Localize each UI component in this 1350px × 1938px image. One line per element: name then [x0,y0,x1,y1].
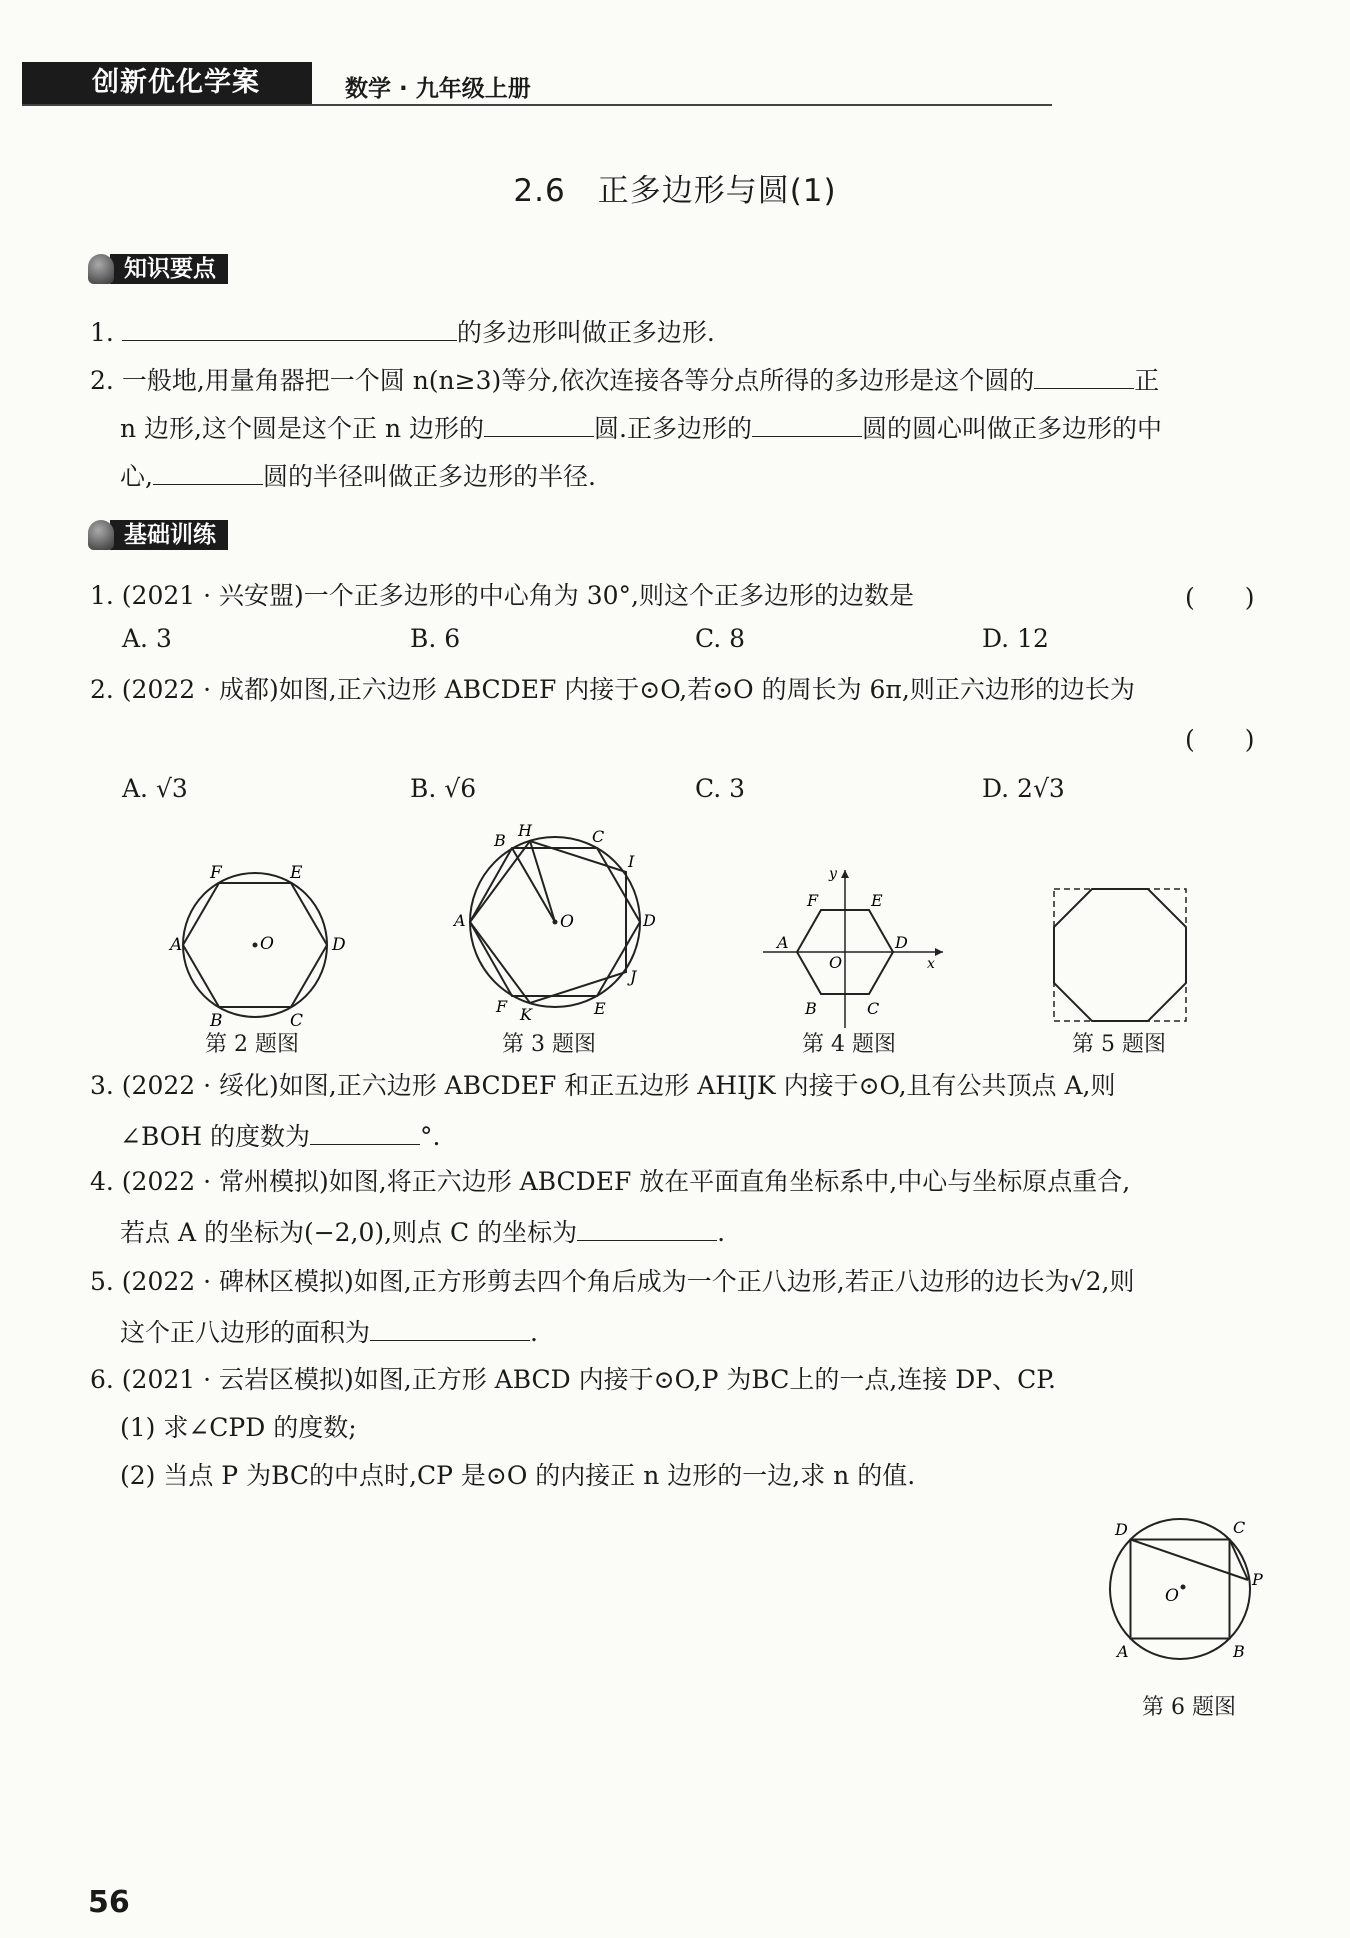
knowledge-item-2-line2: n 边形,这个圆是这个正 n 边形的 圆.正多边形的 圆的圆心叫做正多边形的中 [120,408,1300,447]
svg-text:E: E [290,863,303,883]
figure-caption: 第 5 题图 [1072,1032,1166,1057]
svg-text:O: O [260,934,274,954]
svg-text:D: D [895,933,908,952]
choice-c[interactable]: C. 8 [695,624,746,653]
lightbulb-icon [88,254,114,284]
svg-text:B: B [494,831,506,850]
svg-text:B: B [210,1011,223,1030]
answer-paren[interactable]: ( ) [1185,583,1255,612]
svg-text:C: C [867,999,880,1018]
lightbulb-icon [88,520,114,550]
svg-text:H: H [518,822,532,840]
page-number: 56 [88,1885,130,1920]
section-label: 知识要点 [110,254,228,284]
svg-text:O: O [1165,1586,1179,1606]
svg-text:C: C [1233,1518,1246,1537]
section-knowledge [88,252,228,286]
svg-text:F: F [496,997,508,1016]
subject-label: 数学 · 九年级上册 [345,76,531,102]
figure-caption: 第 4 题图 [802,1032,896,1057]
svg-text:C: C [592,827,605,846]
svg-text:E: E [871,891,883,910]
svg-text:F: F [210,863,222,883]
answer-blank[interactable] [153,456,263,485]
question-1: 1. (2021 · 兴安盟)一个正多边形的中心角为 30°,则这个正多边形的边数是 [90,581,914,610]
question-3-line2: ∠BOH 的度数为 °. [120,1116,1300,1155]
answer-paren[interactable]: ( ) [1185,725,1255,754]
svg-text:E: E [594,999,606,1018]
svg-text:O: O [560,912,574,932]
figure-caption: 第 6 题图 [1142,1695,1236,1720]
question-6-sub1: (1) 求∠CPD 的度数; [120,1413,357,1442]
svg-text:B: B [805,999,817,1018]
svg-text:A: A [454,911,466,930]
question-5-line2: 这个正八边形的面积为 . [120,1312,1300,1351]
svg-text:D: D [332,935,346,955]
figure-q6 [1095,1505,1285,1679]
answer-blank[interactable] [122,312,457,341]
svg-text:J: J [630,967,637,986]
knowledge-item-2-line1: 2. 一般地,用量角器把一个圆 n(n≥3)等分,依次连接各等分点所得的多边形是这个圆的 正 [90,360,1270,399]
svg-text:D: D [1115,1520,1128,1539]
svg-text:K: K [520,1005,532,1024]
question-6-sub2: (2) 当点 P 为BC的中点时,CP 是⊙O 的内接正 n 边形的一边,求 n 的值. [120,1461,916,1490]
question-4-line1: 4. (2022 · 常州模拟)如图,将正六边形 ABCDEF 放在平面直角坐标系中,中心与坐标原点重合, [90,1167,1131,1196]
svg-text:O: O [829,953,843,972]
figure-q4 [755,860,955,1034]
choice-a[interactable]: A. 3 [122,624,172,653]
answer-blank[interactable] [577,1212,717,1241]
svg-text:A: A [170,935,183,955]
figure-q2 [160,850,360,1034]
svg-text:x: x [927,956,935,972]
choice-b[interactable]: B. 6 [410,624,461,653]
knowledge-item-1: 1. 的多边形叫做正多边形. [90,312,1270,351]
answer-blank[interactable] [1034,360,1134,389]
question-3-line1: 3. (2022 · 绥化)如图,正六边形 ABCDEF 和正五边形 AHIJK 内接于⊙O,且有公共顶点 A,则 [90,1071,1116,1100]
choice-d[interactable]: D. 2√3 [982,774,1065,803]
choice-b[interactable]: B. √6 [410,774,477,803]
answer-blank[interactable] [752,408,862,437]
answer-blank[interactable] [484,408,594,437]
figure-q3 [450,822,660,1036]
svg-text:I: I [628,852,635,871]
question-6-line1: 6. (2021 · 云岩区模拟)如图,正方形 ABCD 内接于⊙O,P 为BC上的一点,连接 DP、CP. [90,1365,1056,1394]
svg-text:F: F [807,891,819,910]
series-banner: 创新优化学案 [22,62,312,104]
svg-text:D: D [643,911,656,930]
svg-text:y: y [829,866,837,882]
knowledge-item-2-line3: 心, 圆的半径叫做正多边形的半径. [120,456,1300,495]
header-rule [22,104,1052,106]
question-5-line1: 5. (2022 · 碑林区模拟)如图,正方形剪去四个角后成为一个正八边形,若正八边形的边长为√2,则 [90,1267,1135,1296]
figure-caption: 第 3 题图 [502,1032,596,1057]
choice-d[interactable]: D. 12 [982,624,1049,653]
question-4-line2: 若点 A 的坐标为(−2,0),则点 C 的坐标为 . [120,1212,1300,1251]
choice-c[interactable]: C. 3 [695,774,746,803]
choice-a[interactable]: A. √3 [122,774,188,803]
svg-text:A: A [1117,1642,1129,1661]
svg-text:C: C [290,1011,304,1030]
question-2: 2. (2022 · 成都)如图,正六边形 ABCDEF 内接于⊙O,若⊙O 的周长为 6π,则正六边形的边长为 [90,675,1135,704]
answer-blank[interactable] [310,1116,420,1145]
figure-q5 [1050,885,1190,1029]
svg-text:P: P [1252,1570,1263,1589]
figure-caption: 第 2 题图 [205,1032,299,1057]
svg-text:B: B [1233,1642,1245,1661]
section-label: 基础训练 [110,520,228,550]
page-title: 2.6 正多边形与圆(1) [513,173,837,209]
section-basic-training [88,518,228,552]
answer-blank[interactable] [370,1312,530,1341]
svg-text:A: A [777,933,789,952]
